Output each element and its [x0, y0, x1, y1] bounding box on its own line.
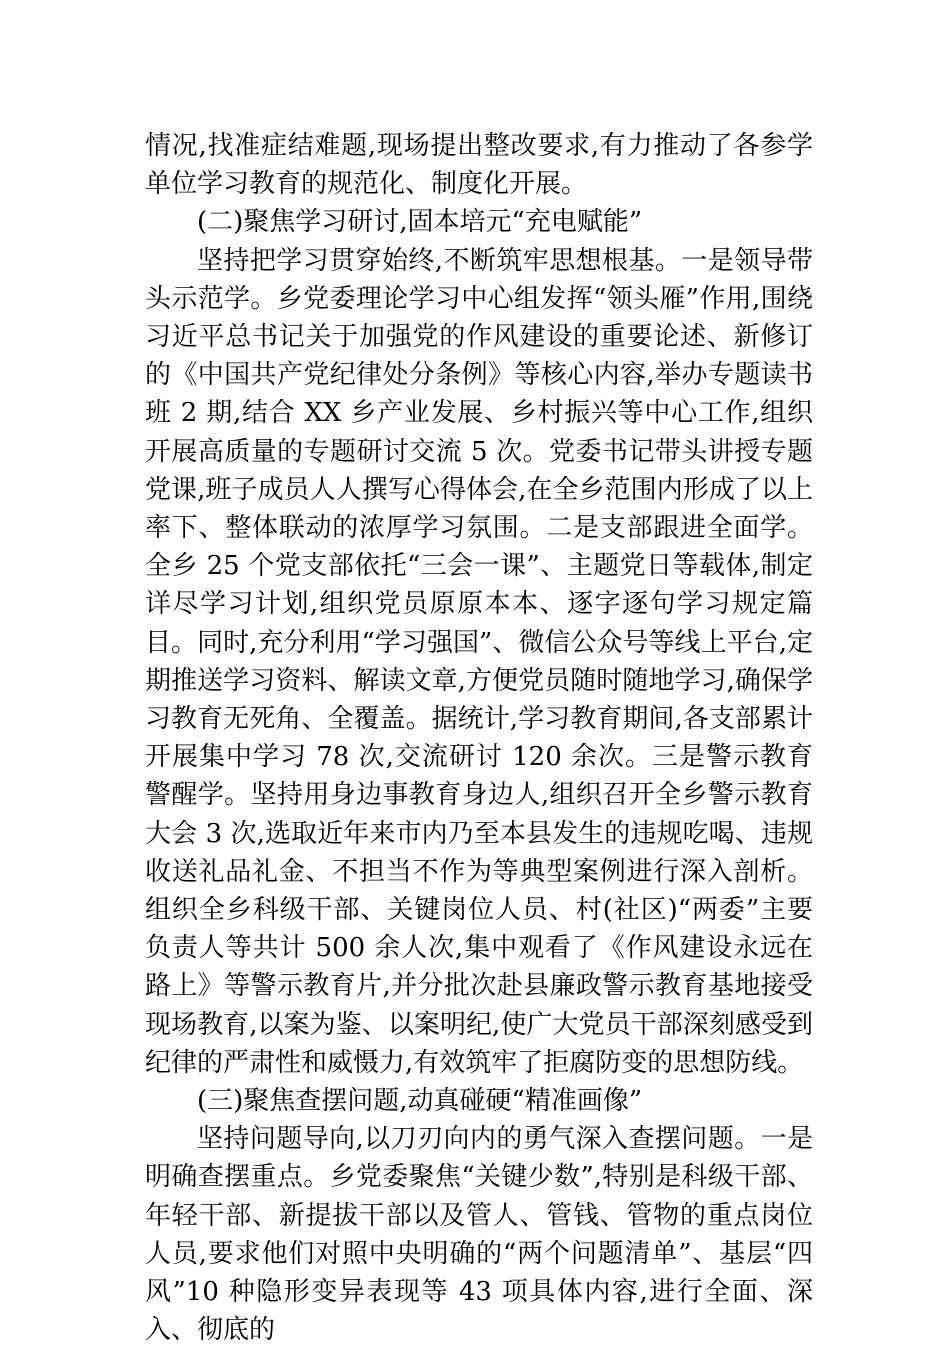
body-paragraph-continuation: 情况,找准症结难题,现场提出整改要求,有力推动了各参学单位学习教育的规范化、制度化开展。	[145, 131, 813, 200]
section-heading-3: (三)聚焦查摆问题,动真碰硬“精准画像”	[197, 1086, 643, 1117]
body-paragraph-study: 坚持把学习贯穿始终,不断筑牢思想根基。一是领导带头示范学。乡党委理论学习中心组发挥“领头雁”作用,围绕习近平总书记关于加强党的作风建设的重要论述、新修订的《中国共产党纪律处分条例》等核心内容,举办专题读书班 2 期,结合 XX 乡产业发展、乡村振兴等中心工作,组织开展高质量的专题研讨交流 5 次。党委书记带头讲授专题党课,班子成员人人撰写心得体会,在全乡范围内形成了以上率下、整体联动的浓厚学习氛围。二是支部跟进全面学。全乡 25 个党支部依托“三会一课”、主题党日等载体,制定详尽学习计划,组织党员原原本本、逐字逐句学习规定篇目。同时,充分利用“学习强国”、微信公众号等线上平台,定期推送学习资料、解读文章,方便党员随时随地学习,确保学习教育无死角、全覆盖。据统计,学习教育期间,各支部累计开展集中学习 78 次,交流研讨 120 余次。三是警示教育警醒学。坚持用身边事教育身边人,组织召开全乡警示教育大会 3 次,选取近年来市内乃至本县发生的违规吃喝、违规收送礼品礼金、不担当不作为等典型案例进行深入剖析。组织全乡科级干部、关键岗位人员、村(社区)“两委”主要负责人等共计 500 余人次,集中观看了《作风建设永远在路上》等警示教育片,并分批次赴县廉政警示教育基地接受现场教育,以案为鉴、以案明纪,使广大党员干部深刻感受到纪律的严肃性和威慑力,有效筑牢了拒腐防变的思想防线。	[145, 245, 813, 1078]
section-heading-2: (二)聚焦学习研讨,固本培元“充电赋能”	[197, 207, 643, 238]
document-page	[145, 127, 813, 1350]
body-paragraph-problems: 坚持问题导向,以刀刃向内的勇气深入查摆问题。一是明确查摆重点。乡党委聚焦“关键少数”,特别是科级干部、年轻干部、新提拔干部以及管人、管钱、管物的重点岗位人员,要求他们对照中央明确的“两个问题清单”、基层“四风”10 种隐形变异表现等 43 项具体内容,进行全面、深入、彻底的	[145, 1124, 813, 1346]
